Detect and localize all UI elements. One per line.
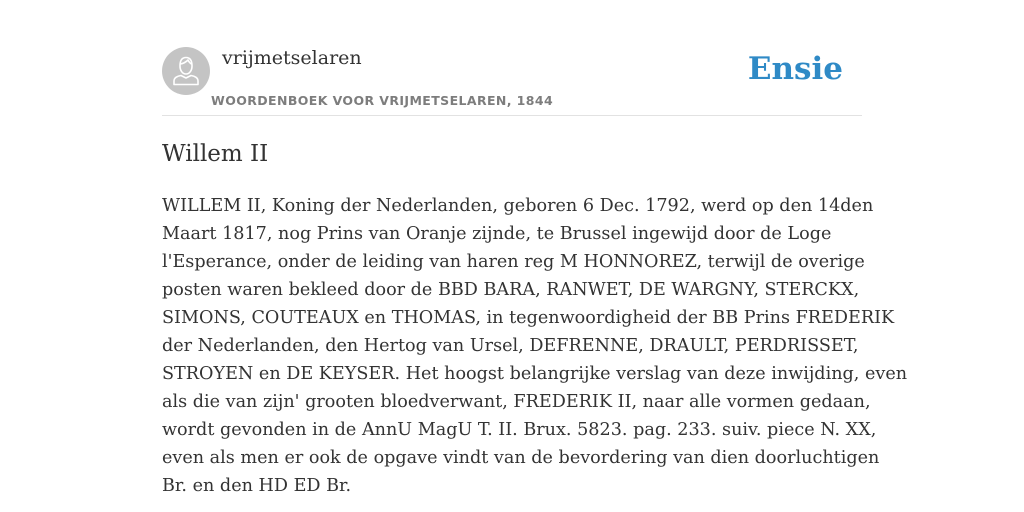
article-body [162,192,908,500]
page-title: Willem II [162,141,269,167]
article-line: der Nederlanden, den Hertog van Ursel, DEFRENNE, DRAULT, PERDRISSET, [162,336,859,356]
ensie-logo-link[interactable]: Ensie [747,51,843,87]
article-line: wordt gevonden in de AnnU MagU T. II. Brux. 5823. pag. 233. suiv. piece N. XX, [162,420,877,440]
article-line: even als men er ook de opgave vindt van de bevordering van dien doorluchtigen [162,448,880,468]
article-line: WILLEM II, Koning der Nederlanden, geboren 6 Dec. 1792, werd op den 14den [162,196,874,216]
article-line: SIMONS, COUTEAUX en THOMAS, in tegenwoordigheid der BB Prins FREDERIK [162,308,895,328]
article-line: Maart 1817, nog Prins van Oranje zijnde, te Brussel ingewijd door de Loge [162,224,832,244]
username-link[interactable]: vrijmetselaren [222,47,362,69]
user-silhouette-icon [162,47,210,95]
article-line: Br. en den HD ED Br. [162,476,352,496]
avatar[interactable] [162,47,210,95]
source-dictionary-link[interactable]: WOORDENBOEK VOOR VRIJMETSELAREN, 1844 [211,93,554,108]
article-line: als die van zijn' grooten bloedverwant, FREDERIK II, naar alle vormen gedaan, [162,392,871,412]
entry-header [162,0,862,116]
article-line: posten waren bekleed door de BBD BARA, RANWET, DE WARGNY, STERCKX, [162,280,860,300]
article-line: STROYEN en DE KEYSER. Het hoogst belangrijke verslag van deze inwijding, even [162,364,908,384]
article-line: l'Esperance, onder de leiding van haren reg M HONNOREZ, terwijl de overige [162,252,865,272]
